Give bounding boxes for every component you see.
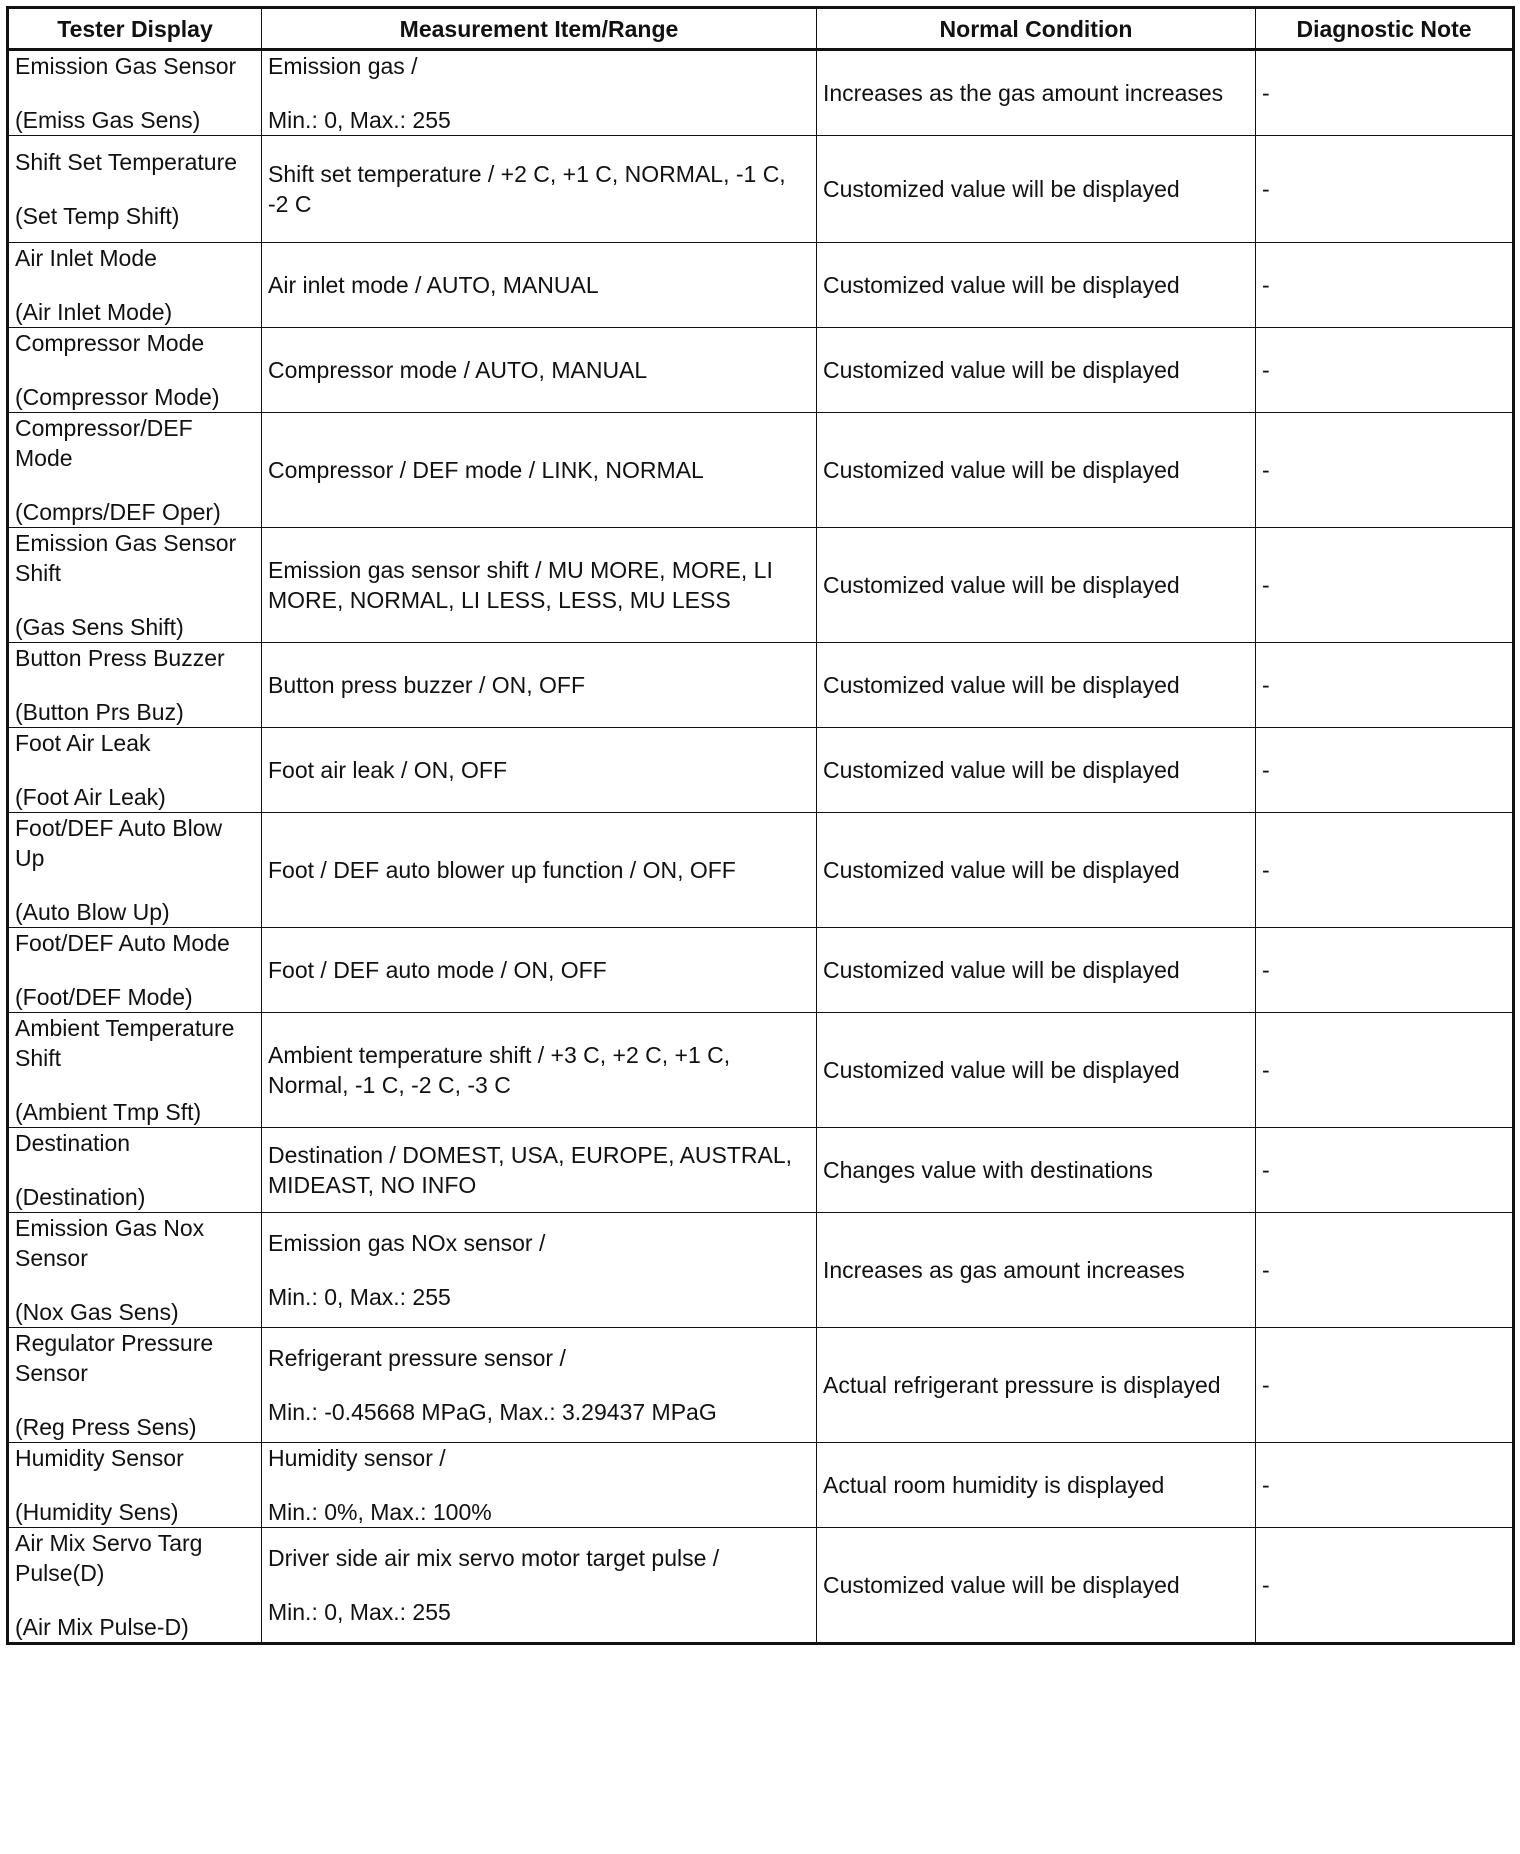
normal-condition-cell: Actual refrigerant pressure is displayed	[817, 1328, 1256, 1443]
measurement-item-cell	[262, 413, 817, 528]
tester-display-abbrev: (Foot Air Leak)	[15, 784, 166, 810]
normal-condition-cell: Customized value will be displayed	[817, 1013, 1256, 1128]
diagnostic-note-cell: -	[1256, 813, 1514, 928]
tester-display-name: Compressor/DEF Mode	[15, 415, 193, 471]
table-row	[8, 643, 1514, 728]
normal-condition-cell: Customized value will be displayed	[817, 728, 1256, 813]
measurement-item-cell	[262, 243, 817, 328]
measurement-item-cell	[262, 1128, 817, 1213]
measurement-item-cell	[262, 50, 817, 136]
diagnostic-note-cell: -	[1256, 1128, 1514, 1213]
measurement-item-cell	[262, 1013, 817, 1128]
measurement-item-text: Emission gas NOx sensor /	[268, 1230, 546, 1256]
table-row	[8, 813, 1514, 928]
normal-condition-cell: Customized value will be displayed	[817, 528, 1256, 643]
normal-condition-cell: Customized value will be displayed	[817, 413, 1256, 528]
table-body	[8, 50, 1514, 1644]
measurement-item-cell	[262, 643, 817, 728]
measurement-item-text: Humidity sensor /	[268, 1445, 446, 1471]
measurement-item-cell	[262, 928, 817, 1013]
measurement-range-text: Min.: 0, Max.: 255	[268, 1284, 451, 1310]
header-diagnostic-note: Diagnostic Note	[1256, 8, 1514, 50]
measurement-item-text: Air inlet mode / AUTO, MANUAL	[268, 272, 599, 298]
normal-condition-cell: Customized value will be displayed	[817, 643, 1256, 728]
measurement-item-text: Foot air leak / ON, OFF	[268, 757, 507, 783]
normal-condition-cell: Increases as the gas amount increases	[817, 50, 1256, 136]
tester-display-name: Foot Air Leak	[15, 730, 151, 756]
table-row	[8, 1128, 1514, 1213]
table-row	[8, 1328, 1514, 1443]
tester-display-name: Shift Set Temperature	[15, 149, 238, 175]
measurement-item-text: Ambient temperature shift / +3 C, +2 C, +1 C, Normal, -1 C, -2 C, -3 C	[268, 1042, 731, 1098]
diagnostic-note-cell: -	[1256, 1328, 1514, 1443]
measurement-item-cell	[262, 1213, 817, 1328]
tester-display-abbrev: (Comprs/DEF Oper)	[15, 499, 221, 525]
tester-display-cell	[8, 1528, 262, 1644]
normal-condition-cell: Customized value will be displayed	[817, 928, 1256, 1013]
measurement-item-text: Foot / DEF auto mode / ON, OFF	[268, 957, 607, 983]
normal-condition-cell: Customized value will be displayed	[817, 136, 1256, 243]
tester-display-name: Emission Gas Sensor	[15, 53, 237, 79]
tester-display-abbrev: (Auto Blow Up)	[15, 899, 170, 925]
measurement-item-text: Compressor mode / AUTO, MANUAL	[268, 357, 648, 383]
tester-display-cell	[8, 243, 262, 328]
tester-display-name: Compressor Mode	[15, 330, 205, 356]
tester-display-name: Regulator Pressure Sensor	[15, 1330, 214, 1386]
diagnostic-note-cell: -	[1256, 928, 1514, 1013]
measurement-item-text: Driver side air mix servo motor target pulse /	[268, 1545, 720, 1571]
measurement-item-cell	[262, 328, 817, 413]
table-row	[8, 1013, 1514, 1128]
tester-display-cell	[8, 328, 262, 413]
tester-display-abbrev: (Humidity Sens)	[15, 1499, 179, 1525]
header-measurement-item: Measurement Item/Range	[262, 8, 817, 50]
tester-display-abbrev: (Emiss Gas Sens)	[15, 107, 201, 133]
tester-display-abbrev: (Reg Press Sens)	[15, 1414, 197, 1440]
measurement-item-cell	[262, 1528, 817, 1644]
tester-display-cell	[8, 50, 262, 136]
tester-display-name: Ambient Temperature Shift	[15, 1015, 235, 1071]
tester-display-abbrev: (Foot/DEF Mode)	[15, 984, 193, 1010]
tester-display-cell	[8, 528, 262, 643]
diagnostic-note-cell: -	[1256, 1443, 1514, 1528]
diagnostic-table-page	[6, 6, 1512, 1645]
table-row	[8, 1443, 1514, 1528]
diagnostic-note-cell: -	[1256, 643, 1514, 728]
table-row	[8, 728, 1514, 813]
tester-display-abbrev: (Ambient Tmp Sft)	[15, 1099, 202, 1125]
normal-condition-cell: Actual room humidity is displayed	[817, 1443, 1256, 1528]
tester-display-abbrev: (Compressor Mode)	[15, 384, 220, 410]
tester-display-cell	[8, 1213, 262, 1328]
tester-display-cell	[8, 728, 262, 813]
diagnostic-note-cell: -	[1256, 328, 1514, 413]
normal-condition-cell: Customized value will be displayed	[817, 1528, 1256, 1644]
measurement-item-cell	[262, 528, 817, 643]
table-row	[8, 528, 1514, 643]
tester-display-name: Humidity Sensor	[15, 1445, 184, 1471]
table-row	[8, 328, 1514, 413]
diagnostic-note-cell: -	[1256, 243, 1514, 328]
tester-display-cell	[8, 1128, 262, 1213]
normal-condition-cell: Increases as gas amount increases	[817, 1213, 1256, 1328]
measurement-item-cell	[262, 136, 817, 243]
tester-display-abbrev: (Gas Sens Shift)	[15, 614, 184, 640]
measurement-item-cell	[262, 813, 817, 928]
table-row	[8, 413, 1514, 528]
tester-display-abbrev: (Set Temp Shift)	[15, 203, 180, 229]
measurement-item-cell	[262, 1443, 817, 1528]
tester-display-name: Foot/DEF Auto Mode	[15, 930, 230, 956]
measurement-item-text: Refrigerant pressure sensor /	[268, 1345, 566, 1371]
tester-display-cell	[8, 1013, 262, 1128]
tester-display-cell	[8, 1328, 262, 1443]
normal-condition-cell: Customized value will be displayed	[817, 243, 1256, 328]
tester-display-name: Destination	[15, 1130, 131, 1156]
table-header-row	[8, 8, 1514, 50]
measurement-item-cell	[262, 728, 817, 813]
measurement-item-text: Emission gas sensor shift / MU MORE, MORE, LI MORE, NORMAL, LI LESS, LESS, MU LESS	[268, 557, 773, 613]
table-row	[8, 1213, 1514, 1328]
header-normal-condition: Normal Condition	[817, 8, 1256, 50]
table-row	[8, 1528, 1514, 1644]
tester-display-abbrev: (Air Inlet Mode)	[15, 299, 173, 325]
tester-display-name: Air Inlet Mode	[15, 245, 157, 271]
table-row	[8, 136, 1514, 243]
measurement-item-text: Foot / DEF auto blower up function / ON, OFF	[268, 857, 736, 883]
normal-condition-cell: Customized value will be displayed	[817, 813, 1256, 928]
measurement-range-text: Min.: 0, Max.: 255	[268, 107, 451, 133]
measurement-range-text: Min.: -0.45668 MPaG, Max.: 3.29437 MPaG	[268, 1399, 717, 1425]
table-row	[8, 928, 1514, 1013]
measurement-range-text: Min.: 0, Max.: 255	[268, 1599, 451, 1625]
diagnostic-note-cell: -	[1256, 136, 1514, 243]
diagnostic-note-cell: -	[1256, 528, 1514, 643]
tester-display-cell	[8, 643, 262, 728]
measurement-range-text: Min.: 0%, Max.: 100%	[268, 1499, 492, 1525]
measurement-item-text: Destination / DOMEST, USA, EUROPE, AUSTRAL, MIDEAST, NO INFO	[268, 1142, 793, 1198]
table-row	[8, 243, 1514, 328]
tester-display-abbrev: (Destination)	[15, 1184, 146, 1210]
diagnostic-note-cell: -	[1256, 1528, 1514, 1644]
tester-display-name: Foot/DEF Auto Blow Up	[15, 815, 223, 871]
tester-display-cell	[8, 1443, 262, 1528]
tester-display-cell	[8, 136, 262, 243]
measurement-item-cell	[262, 1328, 817, 1443]
diagnostic-note-cell: -	[1256, 728, 1514, 813]
diagnostic-note-cell: -	[1256, 1013, 1514, 1128]
table-row	[8, 50, 1514, 136]
measurement-item-text: Shift set temperature / +2 C, +1 C, NORMAL, -1 C, -2 C	[268, 161, 786, 217]
header-tester-display: Tester Display	[8, 8, 262, 50]
diagnostic-note-cell: -	[1256, 413, 1514, 528]
tester-display-name: Air Mix Servo Targ Pulse(D)	[15, 1530, 203, 1586]
normal-condition-cell: Changes value with destinations	[817, 1128, 1256, 1213]
measurement-item-text: Compressor / DEF mode / LINK, NORMAL	[268, 457, 704, 483]
tester-display-name: Emission Gas Nox Sensor	[15, 1215, 205, 1271]
measurement-item-text: Emission gas /	[268, 53, 418, 79]
tester-display-abbrev: (Button Prs Buz)	[15, 699, 184, 725]
tester-display-cell	[8, 928, 262, 1013]
tester-display-abbrev: (Air Mix Pulse-D)	[15, 1614, 189, 1640]
diagnostic-note-cell: -	[1256, 1213, 1514, 1328]
tester-display-abbrev: (Nox Gas Sens)	[15, 1299, 179, 1325]
tester-display-cell	[8, 813, 262, 928]
data-monitor-table	[6, 6, 1515, 1645]
measurement-item-text: Button press buzzer / ON, OFF	[268, 672, 585, 698]
normal-condition-cell: Customized value will be displayed	[817, 328, 1256, 413]
diagnostic-note-cell: -	[1256, 50, 1514, 136]
tester-display-name: Button Press Buzzer	[15, 645, 225, 671]
tester-display-cell	[8, 413, 262, 528]
tester-display-name: Emission Gas Sensor Shift	[15, 530, 237, 586]
